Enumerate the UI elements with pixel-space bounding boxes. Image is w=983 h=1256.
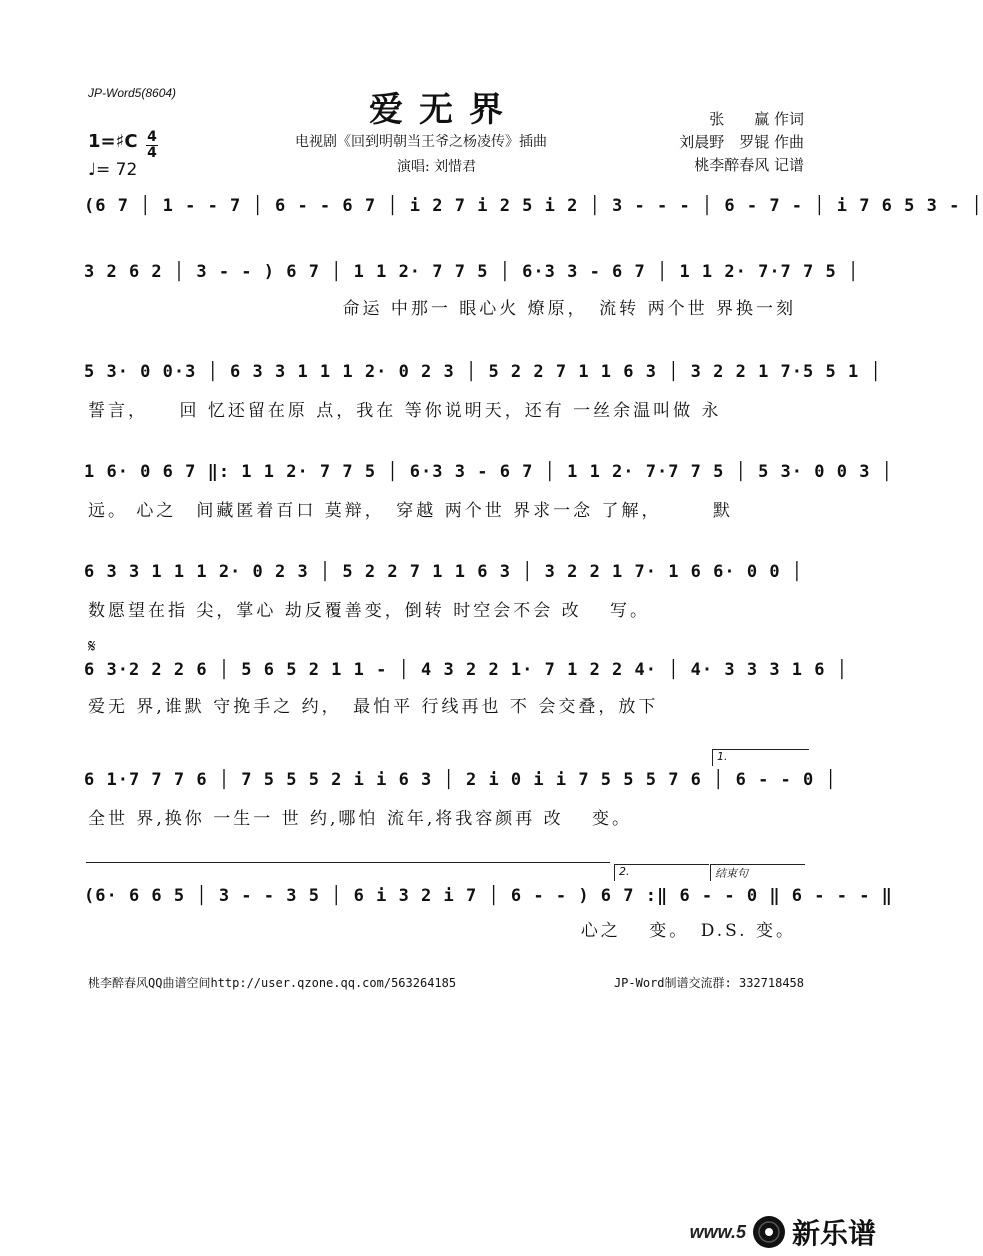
disc-logo-icon [752,1215,786,1249]
volta-ending: 结束句 [710,864,805,881]
stave-3-notes: 5 3· 0 0·3 │ 6 3 3 1 1 1 2· 0 2 3 │ 5 2 2 7 1 1 6 3 │ 3 2 2 1 7·5 5 1 │ [84,362,882,382]
stave-4-notes: 1 6· 0 6 7 ‖: 1 1 2· 7 7 5 │ 6·3 3 - 6 7 │ 1 1 2· 7·7 7 5 │ 5 3· 0 0 3 │ [84,462,893,482]
composer-credit: 刘晨野 罗锟 作曲 [679,133,804,151]
watermark [690,1212,876,1252]
watermark-brand: 新乐谱 [791,1217,876,1250]
watermark-url: www.5 [689,1221,746,1242]
volta-second: 2. [614,864,709,881]
footer-left-text: 桃李醉春风QQ曲谱空间http://user.qzone.qq.com/563264185 [88,976,457,990]
page-title: 爱无界 [369,90,519,130]
segno-sign: 𝄋 [88,636,96,657]
software-label: JP-Word5(8604) [88,86,177,100]
key-signature: 1=♯C [88,131,138,152]
stave-8-notes: (6· 6 6 5 │ 3 - - 3 5 │ 6 i 3 2 i 7 │ 6 - - ) 6 7 :‖ 6 - - 0 ‖ 6 - - - ‖ [84,886,893,906]
stave-5-notes: 6 3 3 1 1 1 2· 0 2 3 │ 5 2 2 7 1 1 6 3 │ 3 2 2 1 7· 1 6 6· 0 0 │ [84,562,804,582]
lyricist-credit: 张 赢 作词 [709,110,804,128]
tempo-marking: ♩= 72 [88,160,138,180]
stave-2-lyrics: 命运 中那一 眼心火 燎原， 流转 两个世 界换一刻 [342,299,796,319]
stave-7-lyrics: 全世 界,换你 一生一 世 约,哪怕 流年,将我容颜再 改 变。 [88,809,633,829]
singer: 演唱: 刘惜君 [397,159,477,175]
stave-2-notes: 3 2 6 2 │ 3 - - ) 6 7 │ 1 1 2· 7 7 5 │ 6·3 3 - 6 7 │ 1 1 2· 7·7 7 5 │ [84,262,860,282]
stave-1-notes: (6 7 │ 1 - - 7 │ 6 - - 6 7 │ i 2 7 i 2 5 i 2 │ 3 - - - │ 6 - 7 - │ i 7 6 5 3 - │ [84,196,983,216]
stave-6-notes: 6 3·2 2 2 6 │ 5 6 5 2 1 1 - │ 4 3 2 2 1· 7 1 2 2 4· │ 4· 3 3 3 1 6 │ [84,660,848,680]
stave-8-lyrics: 心之 变。 D.S. 变。 [580,921,796,941]
repeat-line [86,862,610,863]
footer-right-text: JP-Word制谱交流群: 332718458 [613,976,804,990]
volta-first: 1. [712,749,809,766]
transcriber-credit: 桃李醉春风 记谱 [694,156,804,174]
stave-6-lyrics: 爱无 界,谁默 守挽手之 约， 最怕平 行线再也 不 会交叠，放下 [88,697,659,717]
stave-7-notes: 6 1·7 7 7 6 │ 7 5 5 5 2 i i 6 3 │ 2 i 0 i i 7 5 5 5 7 6 │ 6 - - 0 │ [84,770,837,790]
time-bottom: 4 [147,145,157,161]
stave-3-lyrics: 誓言， 回 忆还留在原 点，我在 等你说明天，还有 一丝余温叫做 永 [88,401,722,421]
stave-4-lyrics: 远。 心之 间藏匿着百口 莫辩， 穿越 两个世 界求一念 了解， 默 [88,501,734,521]
time-top: 4 [147,129,157,145]
stave-5-lyrics: 数愿望在指 尖，掌心 劫反覆善变，倒转 时空会不会 改 写。 [88,601,651,621]
time-signature [146,130,158,160]
subtitle: 电视剧《回到明朝当王爷之杨凌传》插曲 [295,134,547,150]
